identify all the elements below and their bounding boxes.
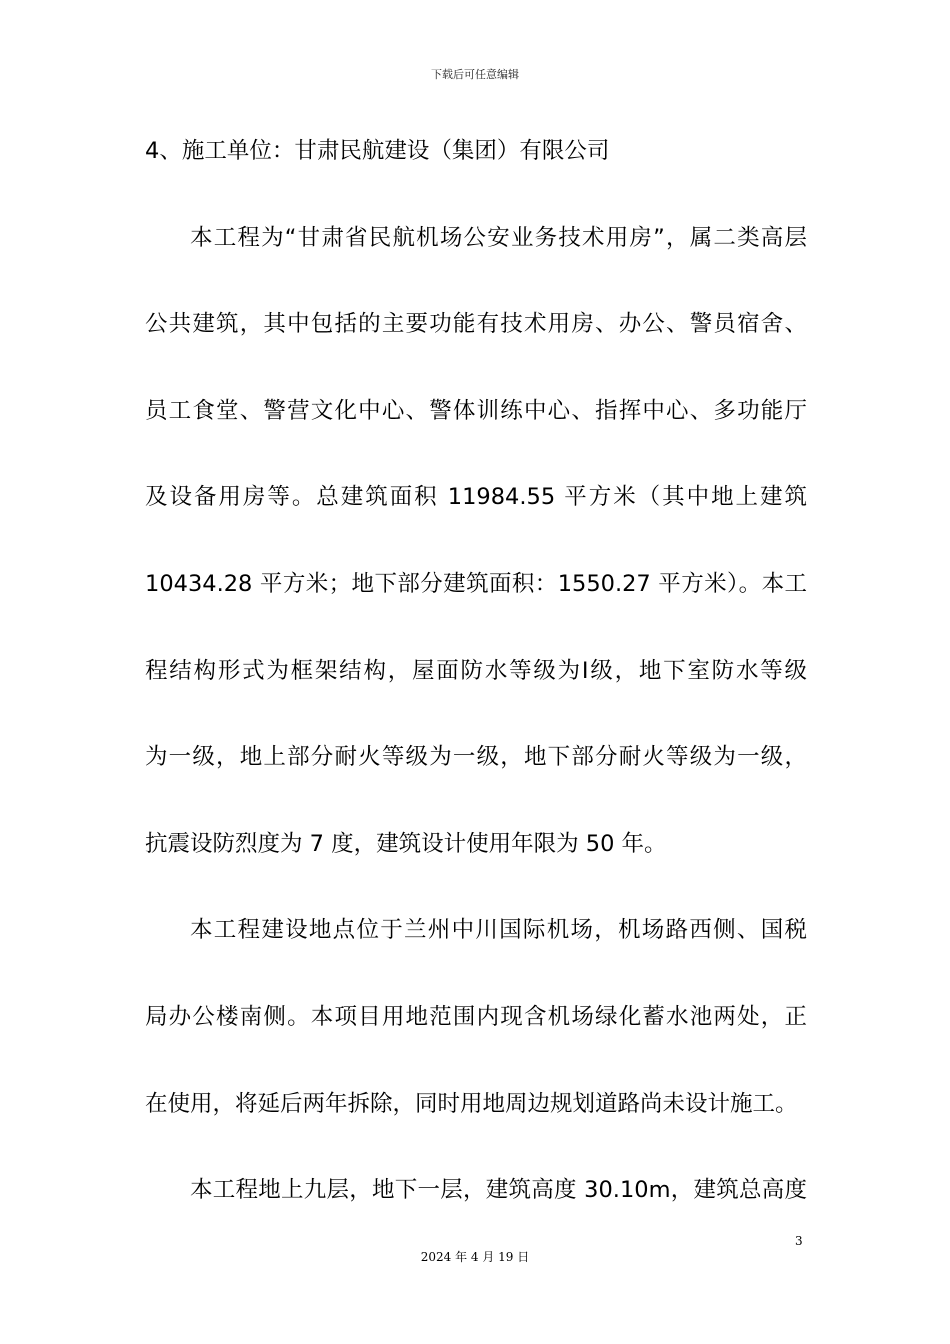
paragraph-line: 公共建筑，其中包括的主要功能有技术用房、办公、警员宿舍、 (145, 311, 807, 338)
page-header-note: 下载后可任意编辑 (431, 68, 519, 81)
footer-date: 2024 年 4 月 19 日 (420, 1250, 530, 1264)
paragraph-last-line: 在使用，将延后两年拆除，同时用地周边规划道路尚未设计施工。 (145, 1090, 798, 1117)
paragraph-line: 及设备用房等。总建筑面积 11984.55 平方米（其中地上建筑 (145, 484, 807, 511)
paragraph-last-line: 抗震设防烈度为 7 度，建筑设计使用年限为 50 年。 (145, 830, 667, 857)
paragraph-line: 为一级，地上部分耐火等级为一级，地下部分耐火等级为一级， (145, 744, 807, 771)
paragraph-line: 局办公楼南侧。本项目用地范围内现含机场绿化蓄水池两处，正 (145, 1003, 807, 1030)
document-body (145, 122, 807, 1248)
page-number: 3 (795, 1234, 803, 1248)
paragraph-line: 本工程建设地点位于兰州中川国际机场，机场路西侧、国税 (190, 917, 807, 944)
paragraph-line: 本工程为“甘肃省民航机场公安业务技术用房”，属二类高层 (190, 224, 807, 251)
paragraph-line: 程结构形式为框架结构，屋面防水等级为Ⅰ级，地下室防水等级 (145, 657, 807, 684)
paragraph-line: 本工程地上九层，地下一层，建筑高度 30.10m，建筑总高度 (190, 1177, 807, 1204)
paragraph-line: 员工食堂、警营文化中心、警体训练中心、指挥中心、多功能厅 (145, 397, 807, 424)
construction-unit-line: 4、施工单位：甘肃民航建设（集团）有限公司 (145, 138, 610, 164)
paragraph-line: 10434.28 平方米；地下部分建筑面积：1550.27 平方米）。本工 (145, 570, 807, 597)
